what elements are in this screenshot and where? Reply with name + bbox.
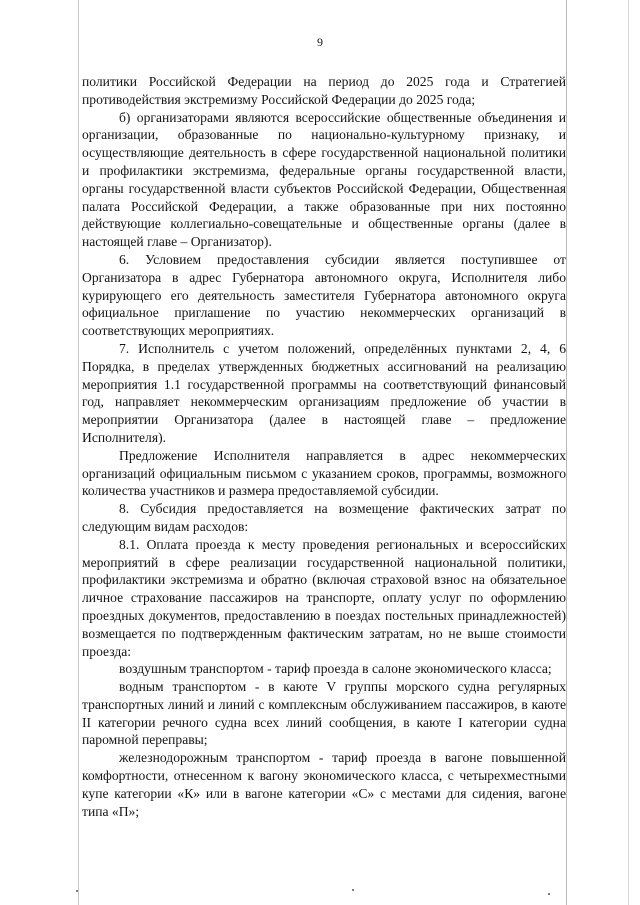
paragraph-executor-proposal: Предложение Исполнителя направляется в адрес некоммерческих организаций официальным письмом с указанием сроков, программы, возможного количества участников и размера предоставляемой субсидии. [82, 447, 566, 499]
paragraph-water-transport: водным транспортом - в каюте V группы морского судна регулярных транспортных линий и линий с комплексным обслуживанием пассажиров, в каюте II категории речного судна всех линий сообщения, в каюте I категории судна паромной переправы; [82, 679, 566, 748]
paragraph-organizers: б) организаторами являются всероссийские общественные объединения и организации, образованные по национально-культурному признаку, и осуществляющие деятельность в сфере государственной национальной политики и профилактики экстремизма, федеральные органы государственной власти, органы государственной власти субъектов Российской Федерации, Общественная палата Российской Федерации, а также образованные при них постоянно действующие коллегиально-совещательные и общественные органы (далее в настоящей главе – Организатор). [82, 109, 566, 250]
paragraph-clause-8: 8. Субсидия предоставляется на возмещение фактических затрат по следующим видам расходов: [82, 501, 566, 534]
scan-speck [548, 893, 550, 895]
scan-edge-far-right [628, 0, 629, 905]
scan-edge-right [566, 0, 567, 905]
paragraph-continuation: политики Российской Федерации на период до 2025 года и Стратегией противодействия экстремизму Российской Федерации до 2025 года; [82, 74, 566, 107]
page-number: 9 [317, 35, 323, 49]
paragraph-air-transport: воздушным транспортом - тариф проезда в салоне экономического класса; [119, 661, 552, 677]
paragraph-rail-transport: железнодорожным транспортом - тариф проезда в вагоне повышенной комфортности, отнесенном к вагону экономического класса, с четырехместными купе категории «К» или в вагоне категории «С» с местами для сидения, вагоне типа «П»; [82, 750, 566, 819]
scan-edge-left [78, 0, 79, 905]
scan-speck [352, 889, 354, 891]
scan-speck [76, 890, 78, 892]
paragraph-clause-6: 6. Условием предоставления субсидии является поступившее от Организатора в адрес Губернатора автономного округа, Исполнителя либо курирующего его деятельность заместителя Губернатора автономного округа официальное приглашение по участию некоммерческих организаций в соответствующих мероприятиях. [82, 251, 566, 339]
paragraph-clause-8-1: 8.1. Оплата проезда к месту проведения региональных и всероссийских мероприятий в сфере реализации государственной национальной политики, профилактики экстремизма и обратно (включая страховой взнос на обязательное личное страхование пассажиров на транспорте, оплату услуг по оформлению проездных документов, предоставлению в поездах постельных принадлежностей) возмещается по подтвержденным фактическим затратам, но не выше стоимости проезда: [82, 536, 566, 659]
document-body [82, 73, 566, 820]
paragraph-clause-7: 7. Исполнитель с учетом положений, определённых пунктами 2, 4, 6 Порядка, в пределах утвержденных бюджетных ассигнований на реализацию мероприятия 1.1 государственной программы на соответствующий финансовый год, направляет некоммерческим организациям предложение об участии в мероприятии Организатора (далее в настоящей главе – предложение Исполнителя). [82, 340, 566, 445]
